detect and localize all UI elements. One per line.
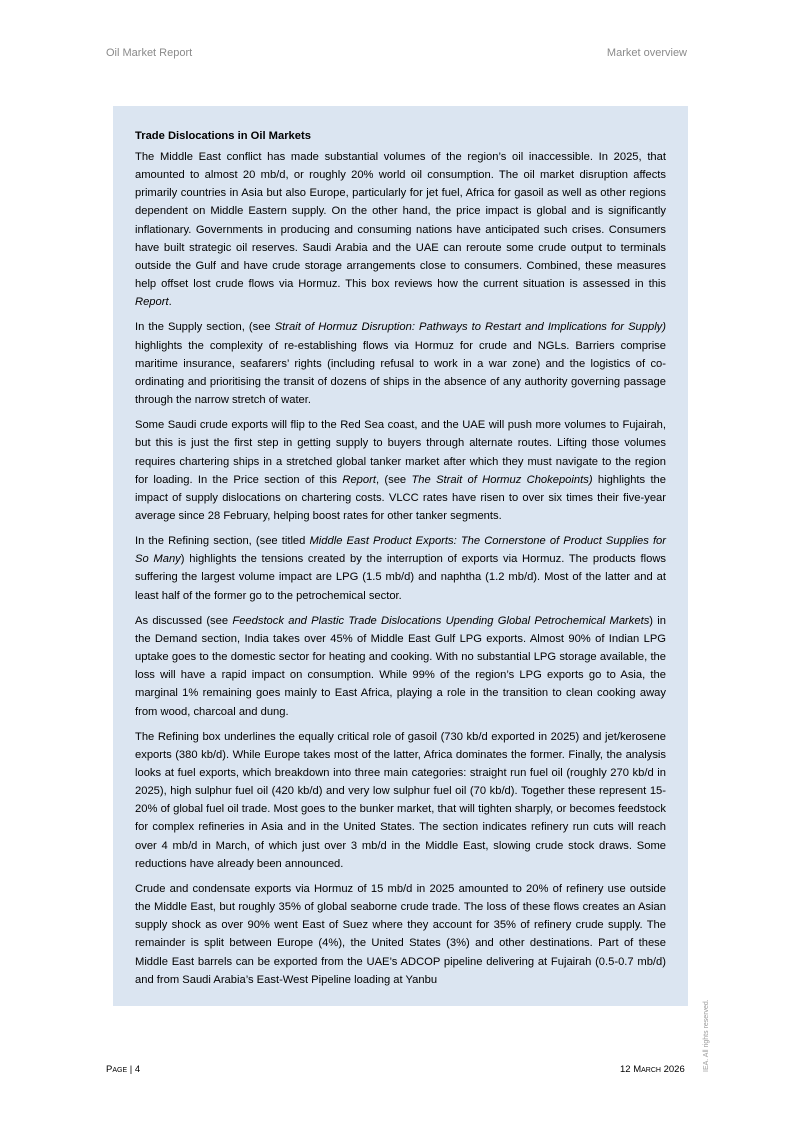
report-date: 12 March 2026 xyxy=(620,1064,685,1075)
paragraph-5: As discussed (see Feedstock and Plastic Trade Dislocations Upending Global Petrochemical Markets) in the Demand section, India takes over 45% of Middle East Gulf LPG exports. Almost 90% of Indian LPG uptake goes to the domestic sector for heating and cooking. With no substantial LPG storage available, the loss will have a rapid impact on consumption. While 99% of the region’s LPG exports go to Asia, the marginal 1% remaining goes mainly to East Africa, playing a role in the transition to clean cooking away from wood, charcoal and dung. xyxy=(135,614,666,718)
running-header-title: Oil Market Report xyxy=(106,47,193,59)
paragraph-7: Crude and condensate exports via Hormuz of 15 mb/d in 2025 amounted to 20% of refinery use outside the Middle East, but roughly 35% of global seaborne crude trade. The loss of these flows creates an Asian supply shock as over 90% went East of Suez where they account for 35% of refinery crude supply. The remainder is split between Europe (4%), the United States (3%) and other destinations. Part of these Middle East barrels can be exported from the UAE’s ADCOP pipeline delivering at Fujairah (0.5-0.7 mb/d) and from Saudi Arabia’s East-West Pipeline loading at Yanbu xyxy=(135,882,666,986)
running-header-section: Market overview xyxy=(606,47,687,59)
paragraph-4: In the Refining section, (see titled Middle East Product Exports: The Cornerstone of Product Supplies for So Many) highlights the tensions created by the interruption of exports via Hormuz. The products flows suffering the largest volume impact are LPG (1.5 mb/d) and naphtha (1.2 mb/d). Most of the latter and at least half of the former go to the petrochemical sector. xyxy=(135,535,667,602)
box-title: Trade Dislocations in Oil Markets xyxy=(135,130,311,142)
paragraph-2: In the Supply section, (see Strait of Hormuz Disruption: Pathways to Restart and Implications for Supply) highlights the complexity of re-establishing flows via Hormuz for crude and NGLs. Barriers comprise maritime insurance, seafarers’ rights (including refusal to work in a war zone) and the logistics of co-ordinating and prioritising the transit of dozens of ships in the absence of any authority governing passage through the narrow stretch of water. xyxy=(135,321,667,407)
paragraph-3: Some Saudi crude exports will flip to the Red Sea coast, and the UAE will push more volumes to Fujairah, but this is just the first step in getting supply to buyers through alternate routes. Lifting those volumes requires chartering ships in a stretched global tanker market after which they must navigate to the region for loading. In the Price section of this Report, (see The Strait of Hormuz Chokepoints) highlights the impact of supply dislocations on chartering costs. VLCC rates have risen to over six times their five-year average since 28 February, helping boost rates for other tanker segments. xyxy=(135,419,667,522)
page-number: Page | 4 xyxy=(106,1064,141,1075)
copyright-notice: IEA. All rights reserved. xyxy=(703,999,710,1072)
info-box xyxy=(113,106,688,1006)
paragraph-1: The Middle East conflict has made substantial volumes of the region’s oil inaccessible. In 2025, that amounted to almost 20 mb/d, or roughly 20% world oil consumption. The oil market disruption affects primarily countries in Asia but also Europe, particularly for jet fuel, Africa for gasoil as well as other regions dependent on Middle Eastern supply. On the other hand, the price impact is global and is significantly inflationary. Governments in producing and consuming nations have anticipated such crises. Consumers have built strategic oil reserves. Saudi Arabia and the UAE can reroute some crude output to terminals outside the Gulf and have crude storage arrangements close to consumers. Combined, these measures help offset lost crude flows via Hormuz. This box reviews how the current situation is assessed in this Report. xyxy=(135,151,666,309)
paragraph-6: The Refining box underlines the equally critical role of gasoil (730 kb/d exported in 2025) and jet/kerosene exports (380 kb/d). While Europe takes most of the latter, Africa dominates the former. Finally, the analysis looks at fuel exports, which breakdown into three main categories: straight run fuel oil (roughly 270 kb/d in 2025), high sulphur fuel oil (420 kb/d) and very low sulphur fuel oil (70 kb/d). Together these represent 15-20% of global fuel oil trade. Most goes to the bunker market, that will tighten sharply, or becomes feedstock for complex refineries in Asia and in the United States. The section indicates refinery run cuts will reach over 4 mb/d in March, of which just over 3 mb/d in the Middle East, slowing crude stock draws. Some reductions have already been announced. xyxy=(135,730,666,870)
